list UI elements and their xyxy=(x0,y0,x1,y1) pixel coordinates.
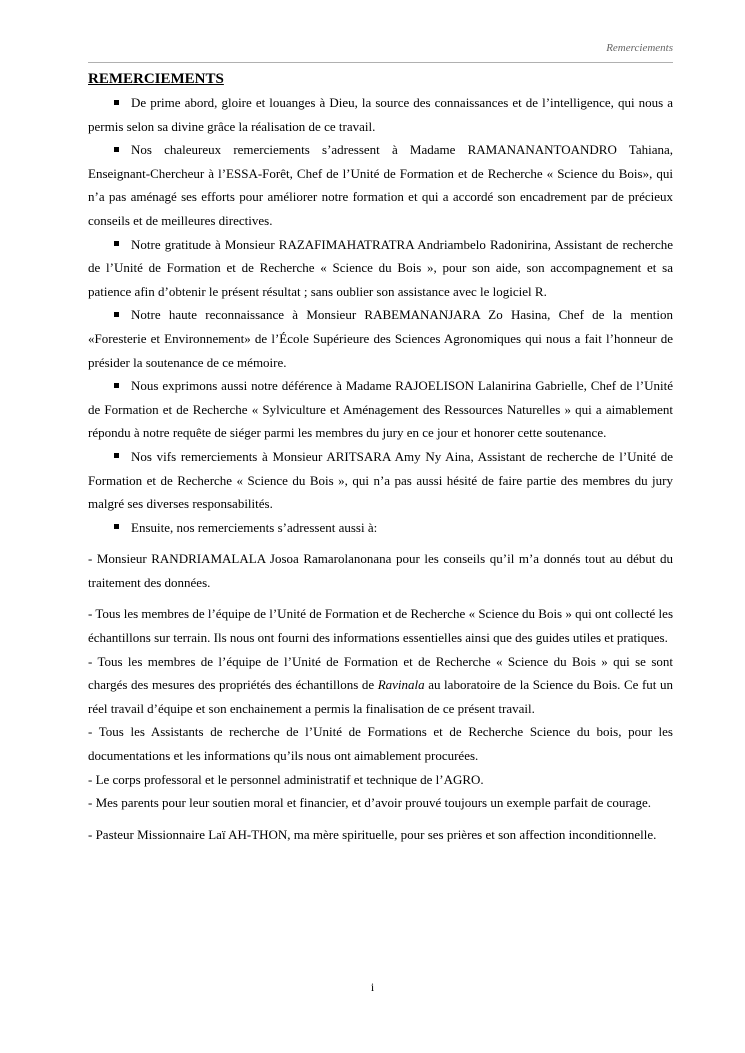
acknowledgements-body xyxy=(88,69,673,846)
species-name: Ravinala xyxy=(377,677,425,693)
list-item: - Tous les membres de l’équipe de l’Unité de Formation et de Recherche « Science du Bois » qui ont collecté les échantillons sur terrain. Ils nous ont fourni des informations essentielles ainsi que des guides utiles et pratiques. xyxy=(88,606,673,646)
square-bullet-icon xyxy=(114,241,119,246)
list-item: - Le corps professoral et le personnel administratif et technique de l’AGRO. xyxy=(88,771,484,787)
bullet-paragraph: Notre gratitude à Monsieur RAZAFIMAHATRATRA Andriambelo Radonirina, Assistant de recherche de l’Unité de Formation et de Recherche « Science du Bois », pour son aide, son accompagnement et sa patience afin d’obtenir le présent résultat ; sans oublier son assistance avec le logiciel R. xyxy=(88,236,673,299)
square-bullet-icon xyxy=(114,100,119,105)
square-bullet-icon xyxy=(114,312,119,317)
bullet-paragraph: Ensuite, nos remerciements s’adressent aussi à: xyxy=(88,516,673,540)
list-item: - Tous les membres de l’équipe de l’Unité de Formation et de Recherche « Science du Bois » qui se sont chargés des mesures des propriétés des échantillons de Ravinala au laboratoire de la Science du Bois. Ce fut un réel travail d’équipe et son enchainement a permis la finalisation de ce présent travail. xyxy=(88,653,673,716)
bullet-paragraph: De prime abord, gloire et louanges à Dieu, la source des connaissances et de l’intelligence, qui nous a permis selon sa divine grâce la réalisation de ce travail. xyxy=(88,95,673,134)
running-header: Remerciements xyxy=(606,42,673,54)
square-bullet-icon xyxy=(114,524,119,529)
list-item: - Tous les Assistants de recherche de l’Unité de Formations et de Recherche Science du bois, pour les documentations et les informations qu’ils nous ont aimablement procurées. xyxy=(88,724,673,764)
bullet-paragraph: Nos vifs remerciements à Monsieur ARITSARA Amy Ny Aina, Assistant de recherche de l’Unité de Formation et de Recherche « Science du Bois », qui n’a pas aussi hésité de faire partie des membres du jury malgré ses diverses responsabilités. xyxy=(88,448,673,512)
bullet-paragraph: Nous exprimons aussi notre déférence à Madame RAJOELISON Lalanirina Gabrielle, Chef de l’Unité de Formation et de Recherche « Sylviculture et Aménagement des Ressources Naturelles » qui a aimablement répondu à notre requête de siéger parmi les membres du jury en ce jour et honorer cette soutenance. xyxy=(88,378,673,441)
list-item: - Pasteur Missionnaire Laï AH-THON, ma mère spirituelle, pour ses prières et son affection inconditionnelle. xyxy=(88,826,657,842)
list-item: - Monsieur RANDRIAMALALA Josoa Ramarolanonana pour les conseils qu’il m’a donnés tout au début du traitement des données. xyxy=(88,551,673,590)
list-item: - Mes parents pour leur soutien moral et financier, et d’avoir prouvé toujours un exemple parfait de courage. xyxy=(88,795,651,811)
square-bullet-icon xyxy=(114,147,119,152)
square-bullet-icon xyxy=(114,453,119,458)
bullet-paragraph: Notre haute reconnaissance à Monsieur RABEMANANJARA Zo Hasina, Chef de la mention «Foresterie et Environnement» de l’École Supérieure des Sciences Agronomiques qui nous a fait l’honneur de présider la soutenance de ce mémoire. xyxy=(88,307,673,370)
page-title: REMERCIEMENTS xyxy=(88,71,224,87)
header-rule xyxy=(88,62,673,63)
page-number: i xyxy=(370,980,375,994)
square-bullet-icon xyxy=(114,383,119,388)
bullet-paragraph: Nos chaleureux remerciements s’adressent à Madame RAMANANANTOANDRO Tahiana, Enseignant-Chercheur à l’ESSA-Forêt, Chef de l’Unité de Formation et de Recherche « Science du Bois», qui n’a pas aménagé ses efforts pour améliorer notre formation et qui a accordé son encadrement par de précieux conseils et de meilleures directives. xyxy=(88,142,673,228)
